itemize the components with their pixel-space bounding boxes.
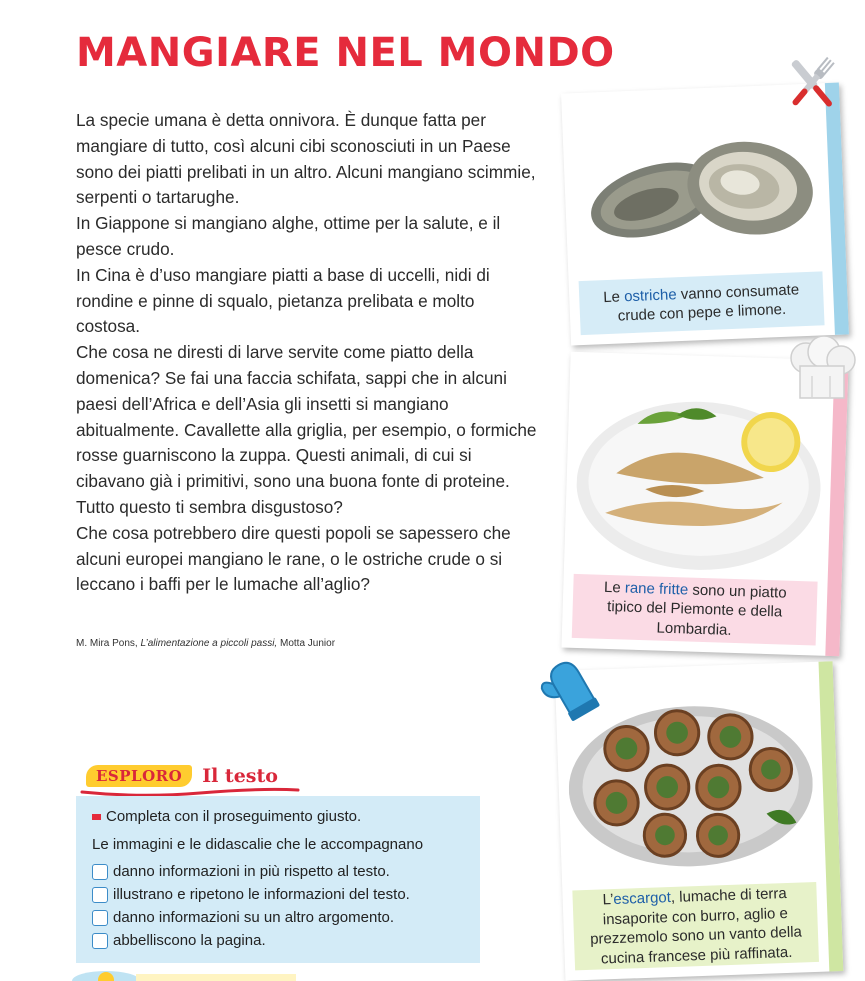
source-credit	[76, 638, 335, 649]
chef-hat-icon	[786, 336, 858, 402]
oyster-photo	[571, 93, 822, 279]
fork-knife-icon	[780, 52, 846, 114]
answer-label: illustrano e ripetono le informazioni del testo.	[113, 886, 410, 903]
credit-book: L’alimentazione a piccoli passi,	[140, 638, 278, 649]
article-paragraph: Che cosa potrebbero dire questi popoli se sapessero che alcuni europei mangiano le rane, o le ostriche crude o si leccano i baffi per le lumache all’aglio?	[76, 522, 511, 595]
exercise-title: Il testo	[202, 765, 278, 787]
photo-caption: Le rane fritte sono un piatto tipico del Piemonte e della Lombardia.	[572, 574, 818, 646]
article-paragraph: Tutto questo ti sembra disgustoso?	[76, 496, 343, 517]
credit-author: M. Mira Pons,	[76, 638, 138, 649]
article-paragraph: In Giappone si mangiano alghe, ottime per la salute, e il pesce crudo.	[76, 213, 501, 259]
answer-option	[92, 883, 410, 906]
caption-highlight: escargot	[613, 889, 672, 909]
article-paragraph: Che cosa ne diresti di larve servite come piatto della domenica? Se fai una faccia schifata, sappi che in alcuni paesi dell’Africa e dell’Asia gli insetti si mangiano abitualmente. Cavallette alla griglia, per esempio, o formiche rosse guarniscono la zuppa. Questi animali, di cui si cibavano già i primitivi, sono una buona fonte di proteine.	[76, 342, 537, 492]
bullet-icon	[92, 814, 101, 820]
exercise-instruction: Completa con il proseguimento giusto.	[92, 808, 361, 825]
answer-checkbox[interactable]	[92, 887, 108, 903]
exercise-question: Le immagini e le didascalie che le accompagnano	[92, 836, 424, 853]
answer-option	[92, 906, 410, 929]
answer-checkbox[interactable]	[92, 933, 108, 949]
answer-option	[92, 860, 410, 883]
answer-label: abbelliscono la pagina.	[113, 932, 266, 949]
photo-caption: Le ostriche vanno consumate crude con pepe e limone.	[579, 271, 825, 335]
photo-card-oysters	[561, 83, 849, 346]
article-paragraph: La specie umana è detta onnivora. È dunque fatta per mangiare di tutto, così alcuni cibi sconosciuti in un Paese sono dei piatti prelibati in un altro. Alcuni mangiano scimmie, serpenti o tartarughe.	[76, 110, 536, 208]
answer-label: danno informazioni in più rispetto al testo.	[113, 863, 390, 880]
credit-publisher: Motta Junior	[280, 638, 336, 649]
answer-option	[92, 929, 410, 952]
photo-caption: L’escargot, lumache di terra insaporite con burro, aglio e prezzemolo sono un vanto della cucina francese più raffinata.	[572, 882, 819, 970]
page-title: MANGIARE NEL MONDO	[76, 30, 615, 76]
caption-highlight: rane fritte	[624, 579, 689, 599]
answer-checkbox[interactable]	[92, 864, 108, 880]
answer-label: danno informazioni su un altro argomento.	[113, 909, 395, 926]
next-section-marker	[66, 966, 306, 981]
article-paragraph: In Cina è d’uso mangiare piatti a base di uccelli, nidi di rondine e pinne di squalo, pietanza prelibata e molto costosa.	[76, 264, 490, 337]
article-body	[76, 108, 538, 598]
exercise-box	[76, 796, 480, 963]
answer-options	[92, 860, 410, 952]
exercise-tag: ESPLORO	[86, 765, 192, 787]
oven-mitt-icon	[536, 656, 606, 722]
answer-checkbox[interactable]	[92, 910, 108, 926]
caption-highlight: ostriche	[623, 285, 677, 305]
